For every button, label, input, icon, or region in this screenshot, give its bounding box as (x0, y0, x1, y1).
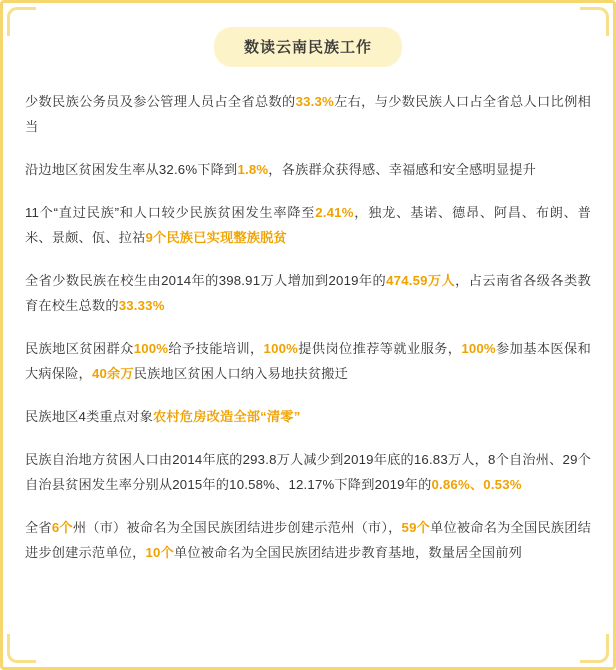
highlighted-figure: 农村危房改造全部“清零” (153, 409, 301, 424)
page-title: 数读云南民族工作 (214, 27, 402, 67)
paragraph-text: 单位被命名为全国民族团结进步教育基地，数量居全国前列 (173, 545, 523, 560)
paragraph-text: 沿边地区贫困发生率从32.6%下降到 (25, 162, 238, 177)
statistic-paragraph (25, 89, 591, 139)
highlighted-figure: 100% (263, 341, 299, 356)
title-area (3, 27, 613, 67)
content-body (3, 67, 613, 565)
paragraph-text: 民族地区4类重点对象 (25, 409, 154, 424)
paragraph-text: ，占云南省各级各类教育在校生总数的 (25, 273, 592, 313)
paragraph-text: ，独龙、基诺、德昂、阿昌、布朗、普米、景颇、佤、拉祜 (25, 205, 591, 245)
highlighted-figure: 1.8% (237, 162, 269, 177)
statistic-paragraph (25, 404, 591, 429)
paragraph-text: 提供岗位推荐等就业服务， (298, 341, 462, 356)
highlighted-figure: 59个 (401, 520, 431, 535)
statistic-paragraph (25, 200, 591, 250)
highlighted-figure: 10个 (145, 545, 174, 560)
highlighted-figure: 40余万 (91, 366, 134, 381)
statistic-paragraph (25, 157, 591, 182)
paragraph-text: 州（市）被命名为全国民族团结进步创建示范州（市）， (72, 520, 402, 535)
statistic-paragraph (25, 336, 591, 386)
paragraph-text: 11个“直过民族”和人口较少民族贫困发生率降至 (25, 205, 316, 220)
highlighted-figure: 474.59万人 (386, 273, 456, 288)
statistic-paragraph (25, 447, 591, 497)
paragraph-text: 少数民族公务员及参公管理人员占全省总数的 (25, 94, 296, 109)
paragraph-text: 民族地区贫困人口纳入易地扶贫搬迁 (133, 366, 348, 381)
paragraph-text: 给予技能培训， (168, 341, 264, 356)
paragraph-text: 民族地区贫困群众 (25, 341, 134, 356)
statistic-paragraph (25, 268, 591, 318)
paragraph-text: 民族自治地方贫困人口由2014年底的293.8万人减少到2019年底的16.83万人，8个自治州、29个自治县贫困发生率分别从2015年的10.58%、12.17%下降到2019年的 (25, 452, 591, 492)
paragraph-text: 全省 (25, 520, 52, 535)
paragraph-text: ，各族群众获得感、幸福感和安全感明显提升 (268, 162, 537, 177)
highlighted-figure: 33.33% (118, 298, 165, 313)
corner-accent-bottom-left (7, 634, 36, 663)
highlighted-figure: 6个 (51, 520, 73, 535)
paragraph-text: 全省少数民族在校生由2014年的398.91万人增加到2019年的 (25, 273, 387, 288)
highlighted-figure: 9个民族已实现整族脱贫 (145, 230, 287, 245)
highlighted-figure: 100% (133, 341, 169, 356)
corner-accent-bottom-right (580, 634, 609, 663)
statistic-paragraph (25, 515, 591, 565)
paragraph-text: 单位被命名为全国民族团结进步创建示范单位， (25, 520, 591, 560)
highlighted-figure: 2.41% (315, 205, 354, 220)
highlighted-figure: 33.3% (295, 94, 334, 109)
paragraph-text: 左右，与少数民族人口占全省总人口比例相当 (25, 94, 591, 134)
highlighted-figure: 100% (461, 341, 496, 356)
highlighted-figure: 0.86%、0.53% (431, 477, 522, 492)
paragraph-text: 参加基本医保和大病保险， (25, 341, 591, 381)
